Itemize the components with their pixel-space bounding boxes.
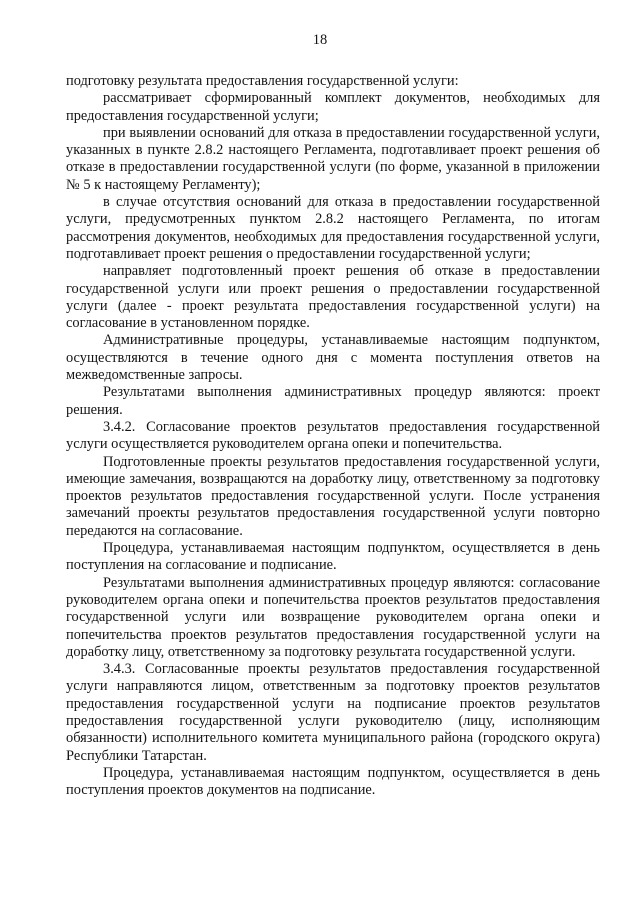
paragraph: Административные процедуры, устанавливаемые настоящим подпунктом, осуществляются в течение одного дня с момента поступления ответов на межведомственные запросы. [66, 332, 600, 384]
paragraph: рассматривает сформированный комплект документов, необходимых для предоставления государственной услуги; [66, 90, 600, 124]
paragraph: в случае отсутствия оснований для отказа в предоставлении государственной услуги, предусмотренных пунктом 2.8.2 настоящего Регламента, по итогам рассмотрения документов, необходимых для предоставления государственной услуги, подготавливает проект решения о предоставлении государственной услуги; [66, 194, 600, 262]
paragraph: подготовку результата предоставления государственной услуги: [66, 73, 459, 89]
paragraph: Результатами выполнения административных процедур являются: проект решения. [66, 384, 600, 418]
paragraph: 3.4.2. Согласование проектов результатов предоставления государственной услуги осуществляется руководителем органа опеки и попечительства. [66, 418, 600, 453]
paragraph: Результатами выполнения административных процедур являются: согласование руководителем органа опеки и попечительства проектов результатов предоставления государственной услуги или возвращение руководителем органа опеки и попечительства проектов результатов предоставления государственной услуги на доработку лицу, ответственному за подготовку результата государственной услуги. [66, 574, 600, 660]
paragraph: Подготовленные проекты результатов предоставления государственной услуги, имеющие замечания, возвращаются на доработку лицу, ответственному за подготовку проектов результатов предоставления государственной услуги. После устранения замечаний проекты результатов предоставления государственной услуги повторно передаются на согласование. [66, 453, 600, 539]
paragraph: Процедура, устанавливаемая настоящим подпунктом, осуществляется в день поступления проектов документов на подписание. [66, 764, 600, 799]
paragraph: 3.4.3. Согласованные проекты результатов предоставления государственной услуги направляются лицом, ответственным за подготовку проектов результатов предоставления государственной услуги на подписание проектов результатов предоставления государственной услуги руководителю (лицу, исполняющим обязанности) исполнительного комитета муниципального района (городского округа) Республики Татарстан. [66, 661, 600, 764]
page-number: 18 [312, 32, 328, 48]
document-body [66, 73, 600, 799]
paragraph: при выявлении оснований для отказа в предоставлении государственной услуги, указанных в пункте 2.8.2 настоящего Регламента, подготавливает проект решения об отказе в предоставлении государственной услуги (по форме, указанной в приложении № 5 к настоящему Регламенту); [66, 124, 600, 193]
paragraph: направляет подготовленный проект решения об отказе в предоставлении государственной услуги или проект решения о предоставлении государственной услуги (далее - проект результата предоставления государственной услуги) на согласование в установленном порядке. [66, 263, 600, 332]
paragraph: Процедура, устанавливаемая настоящим подпунктом, осуществляется в день поступления на согласование и подписание. [66, 540, 600, 574]
